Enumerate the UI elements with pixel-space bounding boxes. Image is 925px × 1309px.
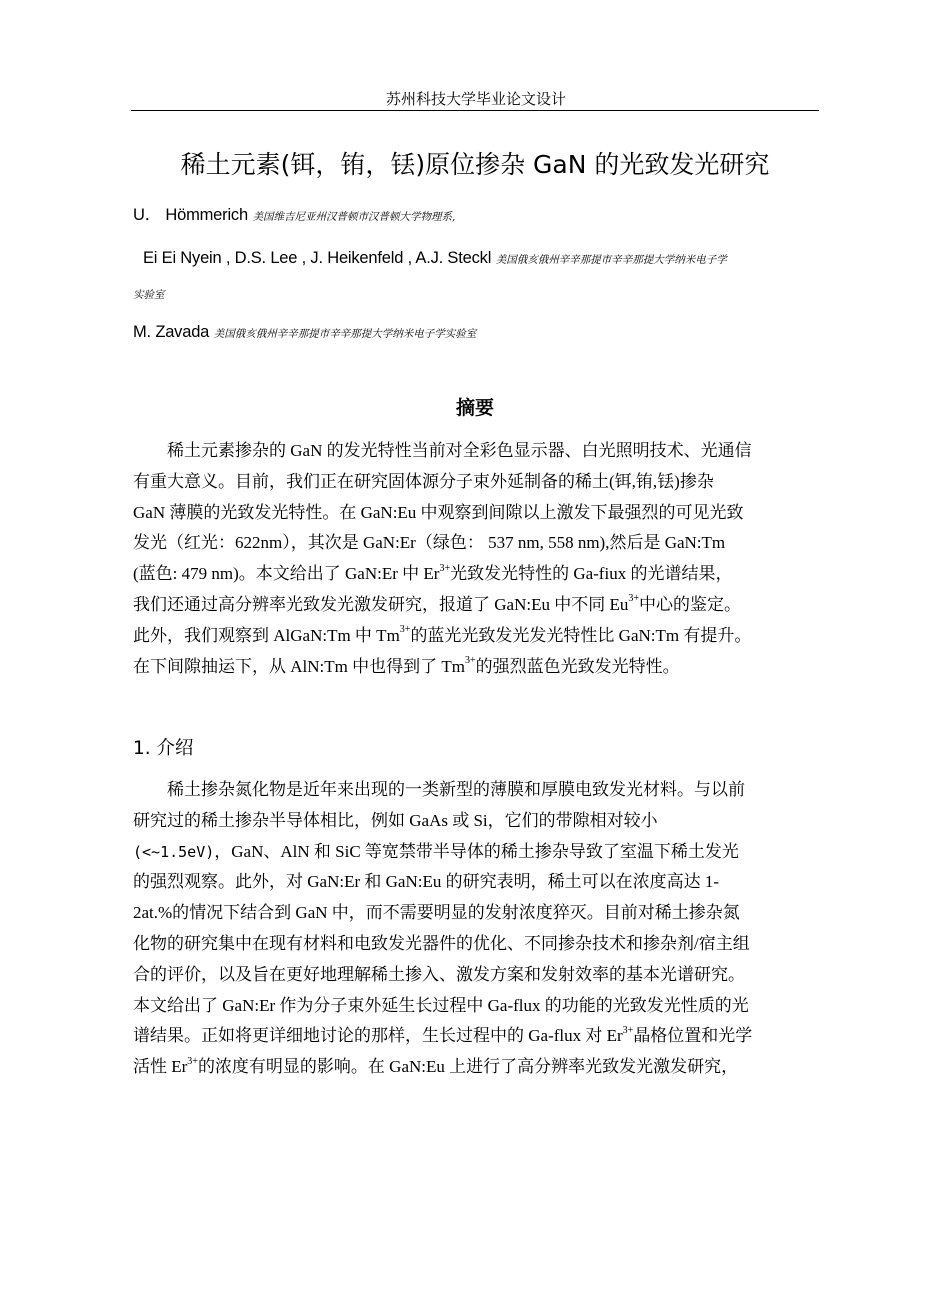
author-line-2 bbox=[143, 246, 727, 272]
abstract-heading: 摘要 bbox=[455, 397, 494, 419]
text-run: 在下间隙抽运下，从 AlN:Tm 中也得到了 Tm bbox=[133, 656, 465, 676]
author-affiliation: 美国俄亥俄州辛辛那提市辛辛那提大学纳米电子学实验室 bbox=[213, 328, 477, 340]
text-run: ，GaN、AlN 和 SiC 等宽禁带半导体的稀土掺杂导致了室温下稀土发光 bbox=[214, 841, 739, 861]
text-run: (<~1.5eV) bbox=[133, 842, 215, 861]
intro-line: 合的评价，以及旨在更好地理解稀土掺入、激发方案和发射效率的基本光谱研究。 bbox=[133, 964, 745, 984]
superscript: 3+ bbox=[187, 1055, 198, 1067]
author-names: Ei Ei Nyein , D.S. Lee , J. Heikenfeld , A.J. Steckl bbox=[143, 249, 492, 267]
text-run: 的浓度有明显的影响。在 GaN:Eu 上进行了高分辨率光致发光激发研究， bbox=[197, 1057, 739, 1077]
abstract-line bbox=[133, 590, 752, 621]
superscript: 3+ bbox=[439, 562, 451, 574]
section-heading: 1. 介绍 bbox=[133, 738, 194, 759]
author-affiliation: 美国俄亥俄州辛辛那提市辛辛那提大学纳米电子学 bbox=[495, 254, 727, 266]
intro-line: 研究过的稀土掺杂半导体相比，例如 GaAs 或 Si，它们的带隙相对较小 bbox=[133, 810, 658, 830]
superscript: 3+ bbox=[399, 624, 411, 636]
superscript: 3+ bbox=[464, 654, 476, 666]
text-run: 晶格位置和光学 bbox=[633, 1026, 753, 1046]
author-affiliation: 美国维吉尼亚州汉普顿市汉普顿大学物理系, bbox=[252, 211, 456, 223]
author-affiliation-continued: 实验室 bbox=[133, 289, 165, 301]
abstract-body bbox=[133, 436, 752, 682]
text-run: 我们还通过高分辨率光致发光激发研究，报道了 GaN:Eu 中不同 Eu bbox=[133, 594, 629, 614]
superscript: 3+ bbox=[628, 593, 639, 605]
superscript: 3+ bbox=[622, 1024, 634, 1036]
text-run: 此外，我们观察到 AlGaN:Tm 中 Tm bbox=[133, 625, 400, 645]
text-run: 的强烈蓝色光致发光特性。 bbox=[475, 656, 680, 676]
abstract-line: 发光（红光：622nm），其次是 GaN:Er（绿色： 537 nm, 558 nm),然后是 GaN:Tm bbox=[133, 533, 726, 553]
author-line-1 bbox=[133, 203, 455, 229]
intro-line: 本文给出了 GaN:Er 作为分子束外延生长过程中 Ga-flux 的功能的光致发光性质的光 bbox=[133, 995, 749, 1015]
author-names: U． Hömmerich bbox=[133, 206, 248, 224]
intro-line: 的强烈观察。此外，对 GaN:Er 和 GaN:Eu 的研究表明，稀土可以在浓度高达 1- bbox=[133, 872, 719, 892]
text-run: 谱结果。正如将更详细地讨论的那样，生长过程中的 Ga-flux 对 Er bbox=[133, 1026, 623, 1046]
abstract-line bbox=[133, 621, 752, 652]
abstract-line: GaN 薄膜的光致发光特性。在 GaN:Eu 中观察到间隙以上激发下最强烈的可见光致 bbox=[133, 502, 744, 522]
abstract-line bbox=[133, 652, 752, 683]
intro-line bbox=[133, 837, 752, 868]
introduction-body bbox=[133, 775, 752, 1083]
intro-line: 化物的研究集中在现有材料和电致发光器件的优化、不同掺杂技术和掺杂剂/宿主组 bbox=[133, 933, 750, 953]
author-names: M. Zavada bbox=[133, 323, 210, 341]
author-line-3 bbox=[133, 320, 476, 346]
text-run: (蓝色: 479 nm)。本文给出了 GaN:Er 中 Er bbox=[133, 564, 440, 584]
paper-title: 稀土元素(铒，铕，铥)原位掺杂 GaN 的光致发光研究 bbox=[180, 150, 770, 179]
intro-line: 2at.%的情况下结合到 GaN 中，而不需要明显的发射浓度猝灭。目前对稀土掺杂氮 bbox=[133, 903, 740, 923]
text-run: 中心的鉴定。 bbox=[638, 594, 741, 614]
intro-line: 稀土掺杂氮化物是近年来出现的一类新型的薄膜和厚膜电致发光材料。与以前 bbox=[167, 780, 745, 799]
abstract-line: 有重大意义。目前，我们正在研究固体源分子束外延制备的稀土(铒,铕,铥)掺杂 bbox=[133, 471, 714, 491]
text-run: 光致发光特性的 Ga-fiux 的光谱结果， bbox=[450, 564, 733, 584]
intro-line bbox=[133, 1021, 752, 1052]
abstract-line: 稀土元素掺杂的 GaN 的发光特性当前对全彩色显示器、白光照明技术、光通信 bbox=[167, 441, 752, 460]
intro-line bbox=[133, 1052, 752, 1083]
text-run: 活性 Er bbox=[133, 1057, 188, 1077]
text-run: 的蓝光光致发光发光特性比 GaN:Tm 有提升。 bbox=[410, 625, 752, 645]
abstract-line bbox=[133, 559, 752, 590]
header-rule bbox=[131, 110, 819, 111]
running-header: 苏州科技大学毕业论文设计 bbox=[385, 90, 566, 108]
